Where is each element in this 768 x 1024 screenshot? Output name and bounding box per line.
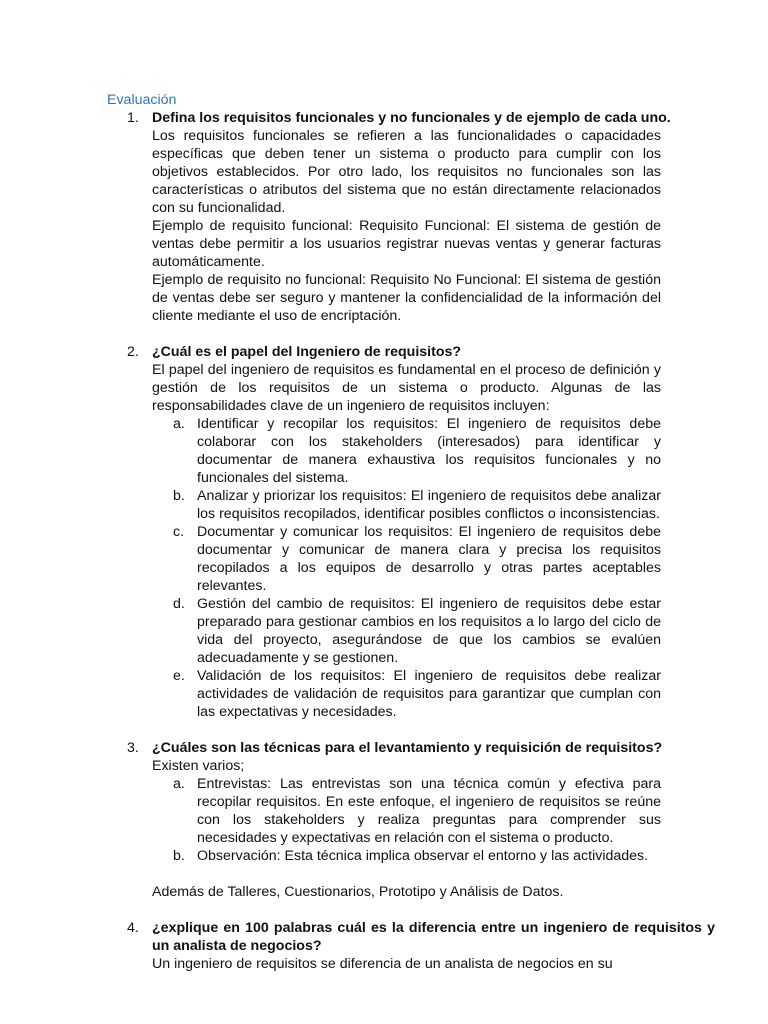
list-item-text: Identificar y recopilar los requisitos: El ingeniero de requisitos debe colaborar con los stakeholders (interesados) para identificar y documentar de manera exhaustiva los requisitos funcionales y no funcionales del sistema. (197, 416, 661, 486)
question-1 (127, 109, 715, 325)
answer-paragraph: Ejemplo de requisito funcional: Requisito Funcional: El sistema de gestión de ventas debe permitir a los usuarios registrar nuevas ventas y generar facturas automáticamente. (152, 218, 661, 270)
question-title: ¿Cuáles son las técnicas para el levantamiento y requisición de requisitos? (152, 740, 663, 756)
list-item (173, 523, 661, 595)
list-item (173, 415, 661, 487)
list-item-text: Gestión del cambio de requisitos: El ingeniero de requisitos debe estar preparado para gestionar cambios en los requisitos a lo largo del ciclo de vida del proyecto, asegurándose de que los cambios se evalúen adecuadamente y se gestionen. (197, 596, 661, 666)
answer-paragraph: Ejemplo de requisito no funcional: Requisito No Funcional: El sistema de gestión de ventas debe ser seguro y mantener la confidencialidad de la información del cliente mediante el uso de encriptación. (152, 272, 661, 324)
list-item-text: Observación: Esta técnica implica observar el entorno y las actividades. (197, 848, 649, 864)
question-number: 2. (127, 344, 139, 360)
spacer (152, 865, 715, 883)
question-title: ¿Cuál es el papel del Ingeniero de requisitos? (152, 344, 462, 360)
list-item (173, 775, 661, 847)
question-number: 4. (127, 920, 139, 936)
list-item-text: Analizar y priorizar los requisitos: El ingeniero de requisitos debe analizar los requisitos recopilados, identificar posibles conflictos o inconsistencias. (197, 488, 661, 522)
list-item-letter: c. (173, 524, 185, 540)
list-item-text: Validación de los requisitos: El ingeniero de requisitos debe realizar actividades de validación de requisitos para garantizar que cumplan con las expectativas y necesidades. (197, 668, 661, 720)
list-item-letter: a. (173, 416, 185, 432)
list-item (173, 487, 661, 523)
list-item-letter: e. (173, 668, 185, 684)
question-number: 1. (127, 110, 139, 126)
question-title: ¿explique en 100 palabras cuál es la diferencia entre un ingeniero de requisitos y un analista de negocios? (152, 920, 715, 954)
question-4 (127, 919, 715, 973)
list-item-letter: a. (173, 776, 185, 792)
question-2 (127, 343, 715, 721)
list-item-letter: b. (173, 848, 185, 864)
document-heading: Evaluación (107, 92, 177, 108)
question-number: 3. (127, 740, 139, 756)
answer-paragraph: Un ingeniero de requisitos se diferencia de un analista de negocios en su (152, 956, 613, 972)
question-3 (127, 739, 715, 901)
list-item-letter: d. (173, 596, 185, 612)
answer-paragraph: Además de Talleres, Cuestionarios, Prototipo y Análisis de Datos. (152, 884, 564, 900)
list-item-text: Entrevistas: Las entrevistas son una técnica común y efectiva para recopilar requisitos. En este enfoque, el ingeniero de requisitos se reúne con los stakeholders y realiza preguntas para comprender sus necesidades y expectativas en relación con el sistema o producto. (197, 776, 661, 846)
question-list (127, 109, 715, 991)
answer-paragraph: El papel del ingeniero de requisitos es fundamental en el proceso de definición y gestión de los requisitos de un sistema o producto. Algunas de las responsabilidades clave de un ingeniero de requisitos incluyen: (152, 362, 661, 414)
list-item-text: Documentar y comunicar los requisitos: El ingeniero de requisitos debe documentar y comunicar de manera clara y precisa los requisitos recopilados a los equipos de desarrollo y otras partes aceptables relevantes. (197, 524, 661, 594)
list-item (173, 847, 661, 865)
list-item (173, 595, 661, 667)
list-item-letter: b. (173, 488, 185, 504)
question-title: Defina los requisitos funcionales y no funcionales y de ejemplo de cada uno. (152, 110, 671, 126)
answer-paragraph: Existen varios; (152, 758, 245, 774)
list-item (173, 667, 661, 721)
answer-paragraph: Los requisitos funcionales se refieren a las funcionalidades o capacidades específicas que deben tener un sistema o producto para cumplir con los objetivos establecidos. Por otro lado, los requisitos no funcionales son las características o atributos del sistema que no están directamente relacionados con su funcionalidad. (152, 128, 661, 216)
